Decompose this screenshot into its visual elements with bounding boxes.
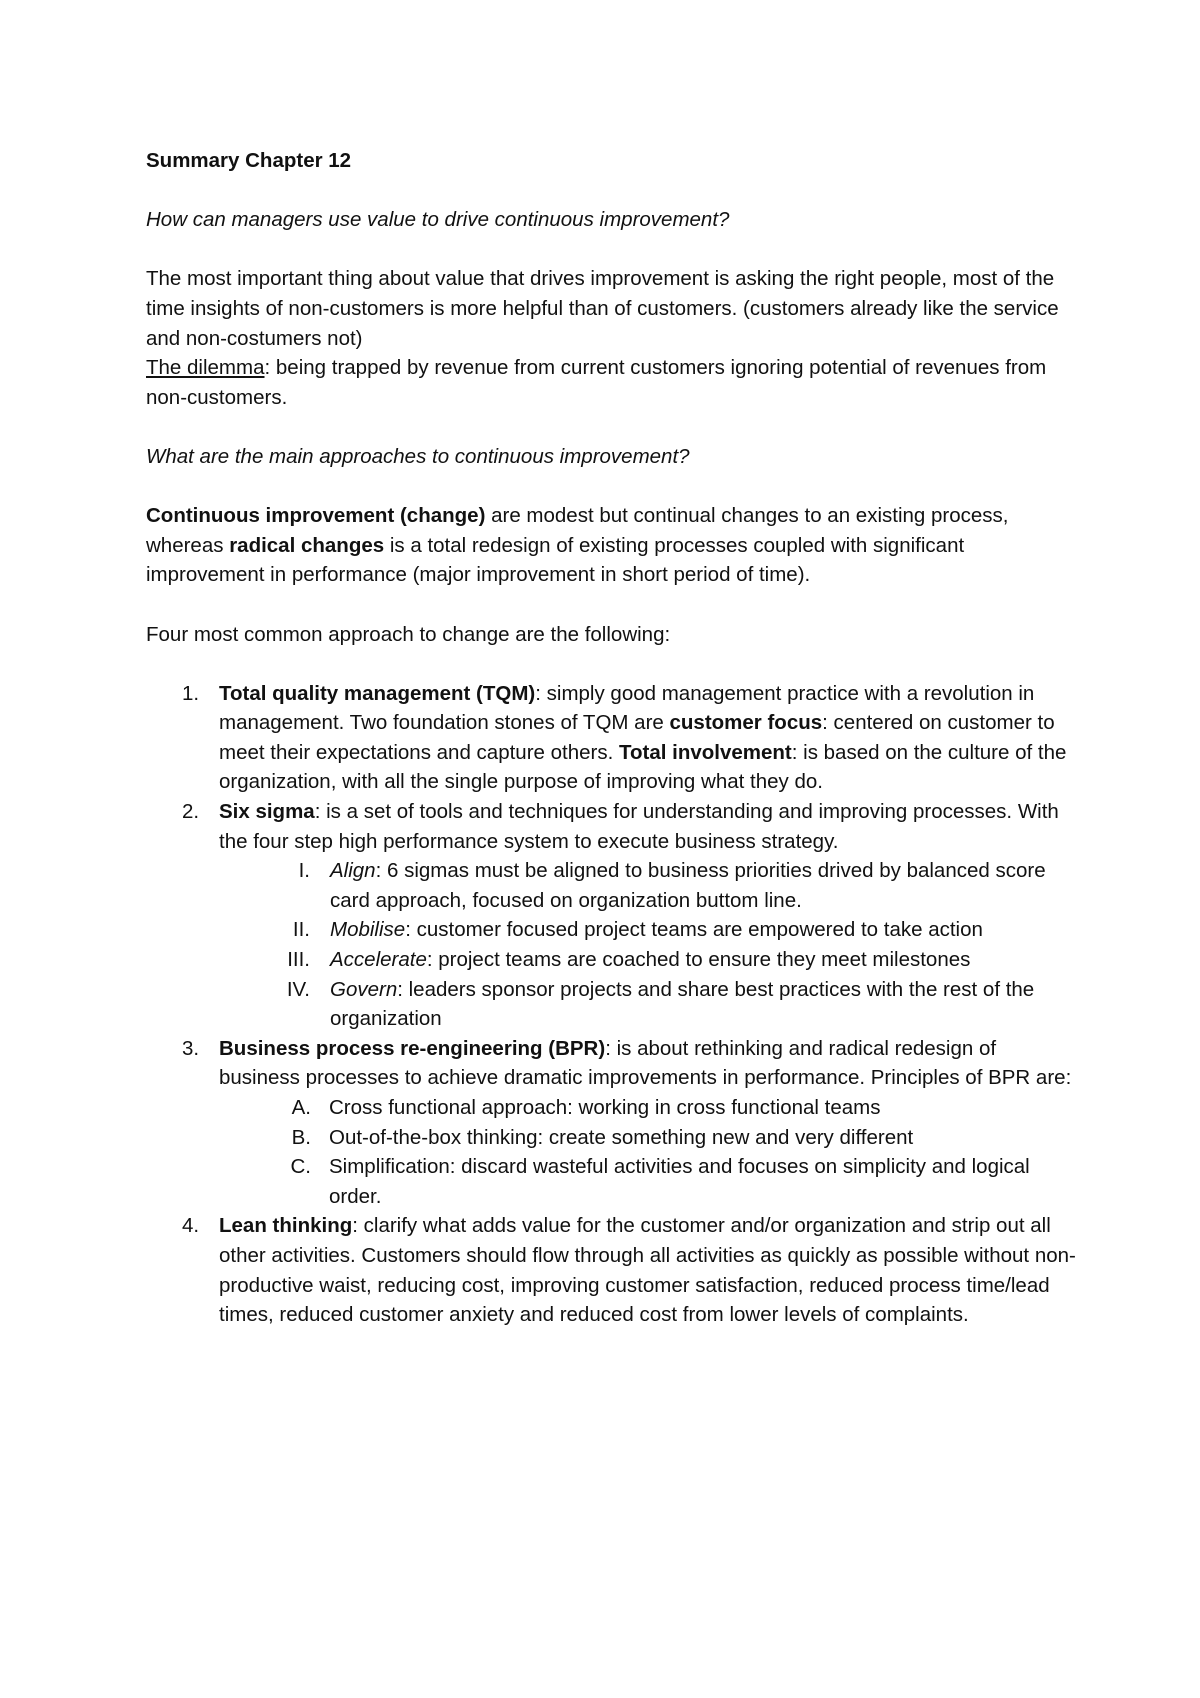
approaches-list bbox=[146, 679, 1076, 1330]
term-bold: Lean thinking bbox=[219, 1214, 353, 1238]
sub-list-item bbox=[146, 945, 1076, 975]
paragraph-text: is a total redesign of existing processes coupled with significant improvement in performance (major improvement in short period of time). bbox=[146, 533, 965, 587]
item-text: Out-of-the-box thinking: create something new and very different bbox=[329, 1125, 914, 1149]
sub-list-item bbox=[146, 915, 1076, 945]
item-text: Simplification: discard wasteful activities and focuses on simplicity and logical order. bbox=[329, 1155, 1030, 1208]
term-italic: Govern bbox=[330, 977, 398, 1001]
item-text: : is a set of tools and techniques for understanding and improving processes. With the four step high performance system to execute business strategy. bbox=[219, 800, 1059, 853]
sub-number: B. bbox=[291, 1125, 311, 1149]
list-number: 2. bbox=[182, 800, 200, 824]
paragraph bbox=[146, 501, 1076, 590]
sub-number: III. bbox=[287, 948, 310, 972]
item-text: : simply good management practice with a revolution in management. Two foundation stones of TQM are bbox=[219, 681, 1035, 735]
sub-list bbox=[219, 1093, 1076, 1211]
sub-number: I. bbox=[298, 859, 310, 883]
spacer bbox=[146, 472, 1076, 502]
paragraph: Four most common approach to change are the following: bbox=[146, 622, 671, 646]
term-italic: Mobilise bbox=[330, 918, 406, 942]
list-item bbox=[146, 1211, 1076, 1329]
spacer bbox=[146, 590, 1076, 620]
item-text: : customer focused project teams are empowered to take action bbox=[405, 918, 983, 942]
item-text: : project teams are coached to ensure they meet milestones bbox=[426, 948, 971, 972]
item-text: Cross functional approach: working in cross functional teams bbox=[329, 1096, 881, 1119]
sub-number: IV. bbox=[286, 977, 310, 1001]
sub-list-item bbox=[146, 975, 1076, 1034]
sub-number: C. bbox=[290, 1155, 311, 1179]
spacer bbox=[146, 176, 1076, 206]
term-bold: customer focus bbox=[669, 711, 823, 735]
sub-list-item bbox=[219, 1093, 1076, 1123]
sub-list bbox=[146, 856, 1076, 1034]
term-bold: Continuous improvement (change) bbox=[146, 504, 486, 528]
dilemma-label: The dilemma bbox=[146, 356, 265, 380]
term-bold: Business process re-engineering (BPR) bbox=[219, 1036, 606, 1060]
term-bold: Total involvement bbox=[618, 740, 792, 764]
document-page bbox=[146, 146, 1076, 1330]
sub-number: A. bbox=[291, 1096, 311, 1119]
term-bold: Six sigma bbox=[219, 800, 315, 824]
sub-number: II. bbox=[292, 918, 310, 942]
term-italic: Align bbox=[330, 859, 376, 883]
list-number: 4. bbox=[182, 1214, 200, 1238]
list-item bbox=[146, 797, 1076, 1034]
paragraph-text: are modest but continual changes to an existing process, whereas bbox=[146, 504, 1009, 557]
list-number: 1. bbox=[182, 681, 200, 705]
spacer bbox=[146, 235, 1076, 265]
dilemma-paragraph bbox=[146, 353, 1076, 412]
document-title: Summary Chapter 12 bbox=[146, 149, 352, 172]
sub-list-item bbox=[146, 856, 1076, 915]
dilemma-text: : being trapped by revenue from current customers ignoring potential of revenues from non-customers. bbox=[146, 356, 1047, 409]
spacer bbox=[146, 412, 1076, 442]
sub-list-item bbox=[219, 1152, 1076, 1211]
question-heading: How can managers use value to drive continuous improvement? bbox=[146, 208, 730, 232]
item-text: : is about rethinking and radical redesign of business processes to achieve dramatic improvements in performance. Principles of BPR are: bbox=[219, 1036, 1072, 1090]
paragraph: The most important thing about value that drives improvement is asking the right people, most of the time insights of non-customers is more helpful than of customers. (customers already like the service and non-costumers not) bbox=[146, 267, 1059, 350]
term-bold: radical changes bbox=[229, 533, 385, 557]
term-bold: Total quality management (TQM) bbox=[219, 681, 536, 705]
sub-list-item bbox=[219, 1123, 1076, 1153]
list-number: 3. bbox=[182, 1036, 200, 1060]
term-italic: Accelerate bbox=[330, 948, 427, 972]
item-text: : centered on customer to meet their expectations and capture others. bbox=[219, 711, 1055, 764]
question-heading: What are the main approaches to continuous improvement? bbox=[146, 444, 690, 468]
item-text: : clarify what adds value for the customer and/or organization and strip out all other activities. Customers should flow through all activities as quickly as possible without non-productive waist, reducing cost, improving customer satisfaction, reduced process time/lead times, reduced customer anxiety and reduced cost from lower levels of complaints. bbox=[219, 1214, 1076, 1327]
item-text: : leaders sponsor projects and share best practices with the rest of the organization bbox=[330, 977, 1035, 1031]
item-text: : is based on the culture of the organization, with all the single purpose of improving what they do. bbox=[219, 740, 1067, 794]
list-item bbox=[146, 1034, 1076, 1212]
item-text: : 6 sigmas must be aligned to business priorities drived by balanced score card approach, focused on organization buttom line. bbox=[330, 859, 1046, 912]
list-item bbox=[146, 679, 1076, 797]
